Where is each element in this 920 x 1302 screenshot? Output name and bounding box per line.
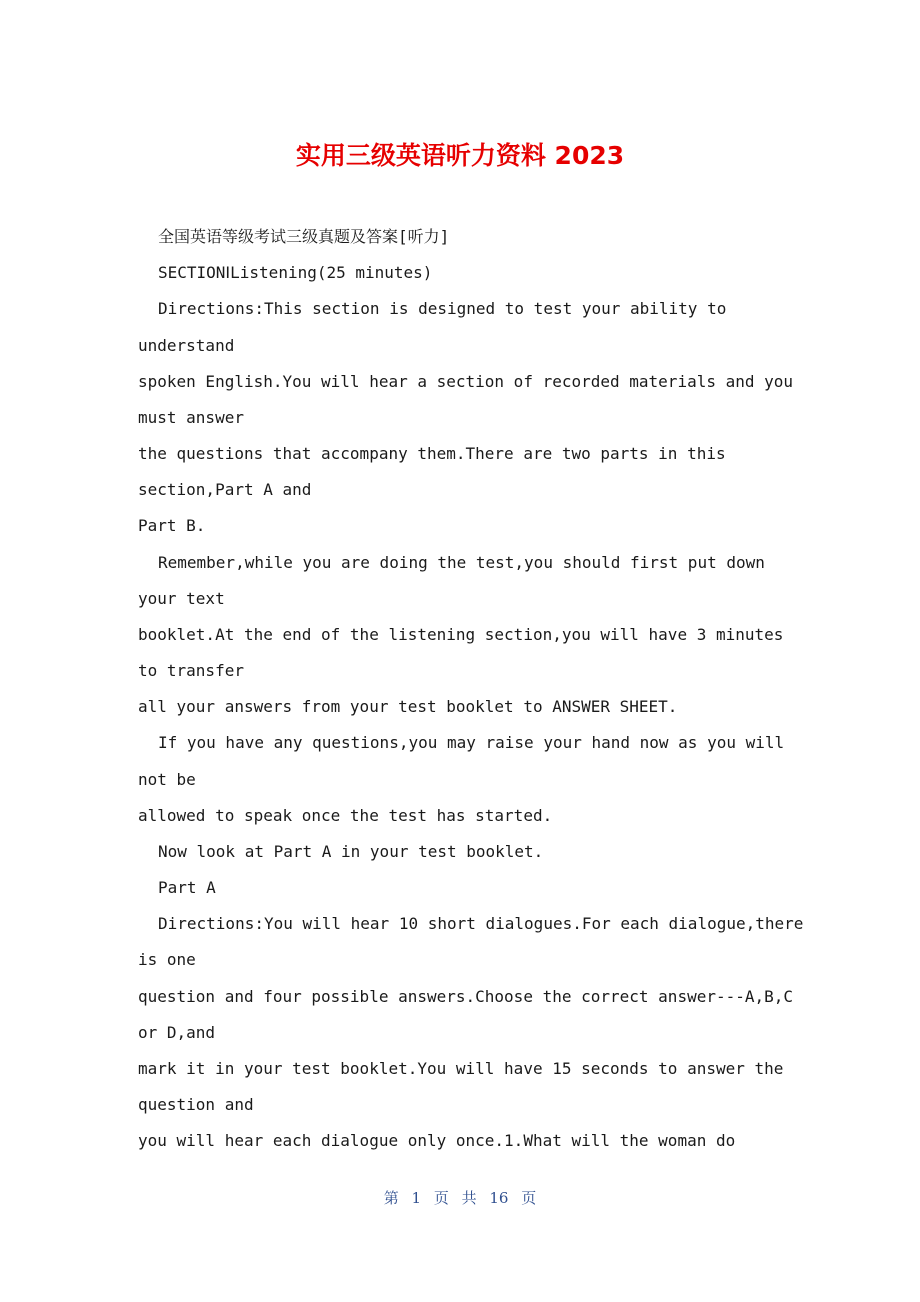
text-line: all your answers from your test booklet to ANSWER SHEET. [138, 697, 678, 716]
text-line: spoken English.You will hear a section of recorded materials and you [138, 372, 794, 391]
text-line: must answer [138, 408, 244, 427]
text-line: allowed to speak once the test has started. [138, 806, 553, 825]
text-line: the questions that accompany them.There are two parts in this [138, 444, 726, 463]
text-line: is one [138, 950, 196, 969]
page-number-footer: 第 1 页 共 16 页 [383, 1189, 537, 1207]
text-line: If you have any questions,you may raise your hand now as you will [158, 733, 785, 752]
text-line: Part B. [138, 516, 206, 535]
document-title: 实用三级英语听力资料 2023 [295, 141, 625, 170]
text-line: section,Part A and [138, 480, 312, 499]
text-line: or D,and [138, 1023, 216, 1042]
text-line: Now look at Part A in your test booklet. [158, 842, 544, 861]
text-line: 全国英语等级考试三级真题及答案[听力] [158, 227, 450, 246]
text-line: not be [138, 770, 196, 789]
text-line: understand [138, 336, 235, 355]
text-line: SECTIONⅠListening(25 minutes) [158, 263, 433, 282]
text-line: mark it in your test booklet.You will have 15 seconds to answer the [138, 1059, 784, 1078]
text-line: to transfer [138, 661, 244, 680]
text-line: booklet.At the end of the listening section,you will have 3 minutes [138, 625, 784, 644]
text-line: Part A [158, 878, 216, 897]
text-line: your text [138, 589, 225, 608]
text-line: you will hear each dialogue only once.1.What will the woman do [138, 1131, 736, 1150]
text-line: question and four possible answers.Choose the correct answer---A,B,C [138, 987, 794, 1006]
text-line: Remember,while you are doing the test,you should first put down [158, 553, 765, 572]
text-line: Directions:This section is designed to test your ability to [158, 299, 727, 318]
text-line: question and [138, 1095, 254, 1114]
text-line: Directions:You will hear 10 short dialogues.For each dialogue,there [158, 914, 804, 933]
